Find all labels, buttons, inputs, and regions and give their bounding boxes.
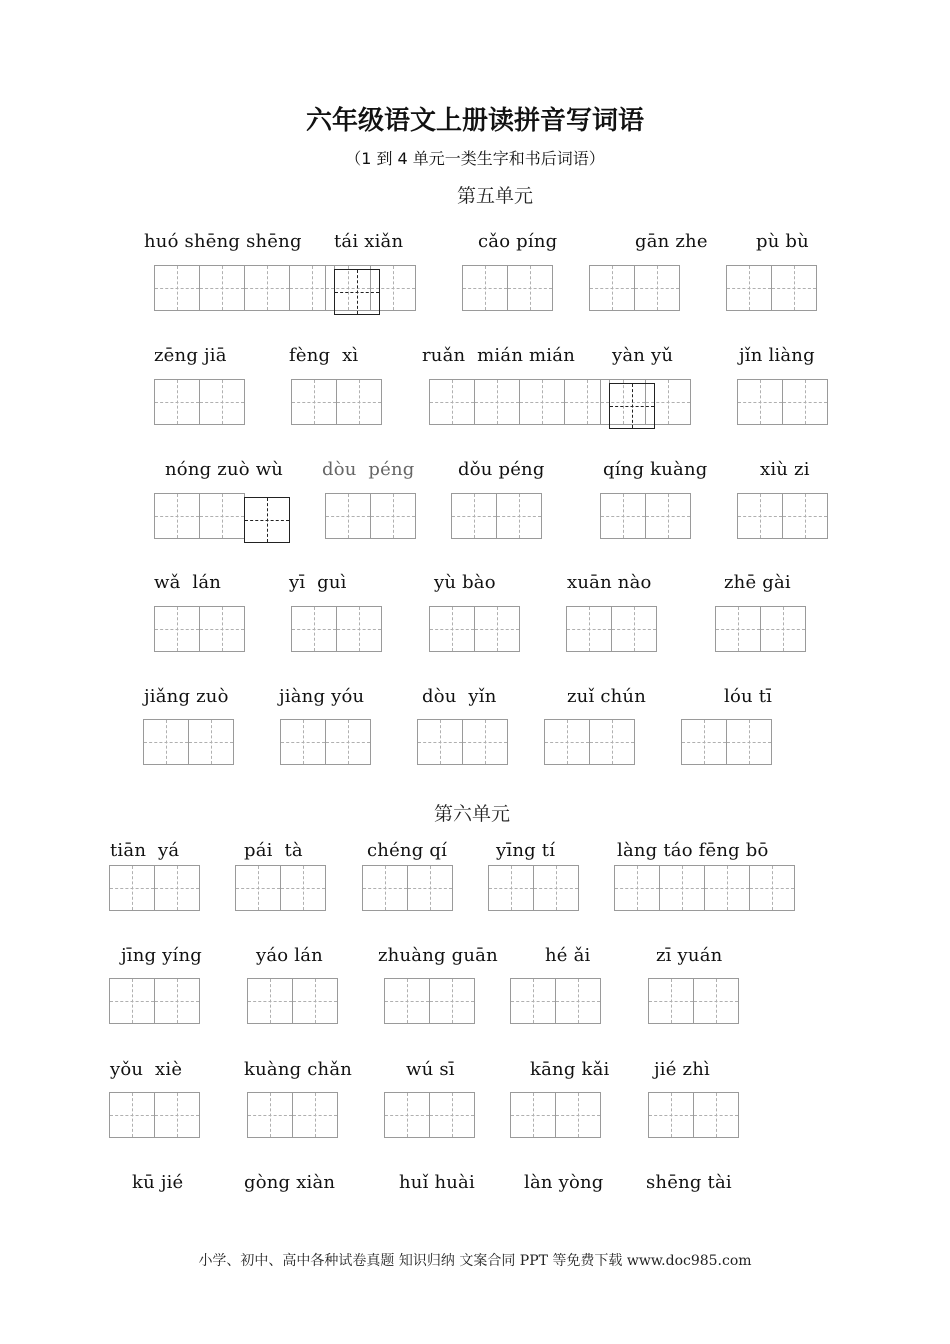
tianzige-cell[interactable] bbox=[589, 265, 635, 311]
writing-grid[interactable] bbox=[488, 865, 578, 911]
writing-grid[interactable] bbox=[325, 493, 415, 539]
tianzige-cell[interactable] bbox=[235, 865, 281, 911]
writing-grid[interactable] bbox=[429, 379, 654, 425]
writing-grid[interactable] bbox=[648, 1092, 738, 1138]
writing-grid[interactable] bbox=[154, 265, 379, 311]
tianzige-cell[interactable] bbox=[600, 493, 646, 539]
writing-grid[interactable] bbox=[109, 1092, 199, 1138]
writing-grid[interactable] bbox=[510, 1092, 600, 1138]
writing-grid[interactable] bbox=[143, 719, 233, 765]
tianzige-cell[interactable] bbox=[648, 1092, 694, 1138]
writing-grid[interactable] bbox=[384, 1092, 474, 1138]
tianzige-cell[interactable] bbox=[384, 978, 430, 1024]
tianzige-cell[interactable] bbox=[474, 606, 520, 652]
tianzige-cell[interactable] bbox=[681, 719, 727, 765]
tianzige-cell[interactable] bbox=[199, 606, 245, 652]
writing-grid[interactable] bbox=[429, 606, 519, 652]
pinyin-prompt: yǒu xiè bbox=[110, 1059, 183, 1080]
tianzige-cell[interactable] bbox=[510, 1092, 556, 1138]
tianzige-cell[interactable] bbox=[154, 865, 200, 911]
pinyin-prompt: wú sī bbox=[406, 1059, 455, 1080]
section-heading-unit6: 第六单元 bbox=[434, 803, 511, 825]
writing-grid[interactable] bbox=[235, 865, 325, 911]
writing-grid[interactable] bbox=[109, 865, 199, 911]
pinyin-prompt: kāng kǎi bbox=[530, 1059, 610, 1080]
writing-grid[interactable] bbox=[544, 719, 634, 765]
tianzige-cell[interactable] bbox=[634, 265, 680, 311]
writing-grid[interactable] bbox=[154, 606, 244, 652]
tianzige-cell[interactable] bbox=[199, 379, 245, 425]
tianzige-cell[interactable] bbox=[334, 269, 380, 315]
pinyin-prompt: yù bào bbox=[434, 572, 496, 593]
writing-grid[interactable] bbox=[291, 606, 381, 652]
tianzige-cell[interactable] bbox=[609, 383, 655, 429]
tianzige-cell[interactable] bbox=[519, 379, 565, 425]
tianzige-cell[interactable] bbox=[429, 606, 475, 652]
tianzige-cell[interactable] bbox=[726, 265, 772, 311]
page-title: 六年级语文上册读拼音写词语 bbox=[305, 106, 644, 136]
writing-grid[interactable] bbox=[566, 606, 656, 652]
pinyin-prompt: hé ǎi bbox=[545, 945, 591, 966]
writing-grid[interactable] bbox=[451, 493, 541, 539]
tianzige-cell[interactable] bbox=[533, 865, 579, 911]
writing-grid[interactable] bbox=[715, 606, 805, 652]
writing-grid[interactable] bbox=[362, 865, 452, 911]
tianzige-cell[interactable] bbox=[782, 493, 828, 539]
page-subtitle: （1 到 4 单元一类生字和书后词语） bbox=[345, 149, 605, 168]
pinyin-prompt: nóng zuò wù bbox=[165, 459, 284, 480]
tianzige-cell[interactable] bbox=[154, 1092, 200, 1138]
writing-grid[interactable] bbox=[247, 1092, 337, 1138]
pinyin-prompt: ruǎn mián mián bbox=[422, 345, 575, 366]
writing-grid[interactable] bbox=[737, 379, 827, 425]
tianzige-cell[interactable] bbox=[154, 379, 200, 425]
tianzige-cell[interactable] bbox=[693, 1092, 739, 1138]
pinyin-prompt: zhuàng guān bbox=[378, 945, 498, 966]
pinyin-prompt: zī yuán bbox=[656, 945, 723, 966]
tianzige-cell[interactable] bbox=[325, 493, 371, 539]
writing-grid[interactable] bbox=[280, 719, 370, 765]
pinyin-prompt: xuān nào bbox=[567, 572, 652, 593]
tianzige-cell[interactable] bbox=[614, 865, 660, 911]
tianzige-cell[interactable] bbox=[488, 865, 534, 911]
pinyin-prompt: zhē gài bbox=[724, 572, 791, 593]
pinyin-prompt: yī guì bbox=[289, 572, 347, 593]
tianzige-cell[interactable] bbox=[589, 719, 635, 765]
tianzige-cell[interactable] bbox=[247, 1092, 293, 1138]
pinyin-prompt: chéng qí bbox=[367, 840, 448, 861]
pinyin-prompt: shēng tài bbox=[646, 1172, 732, 1193]
writing-grid[interactable] bbox=[384, 978, 474, 1024]
tianzige-cell[interactable] bbox=[648, 978, 694, 1024]
tianzige-cell[interactable] bbox=[782, 379, 828, 425]
writing-grid[interactable] bbox=[154, 379, 244, 425]
pinyin-prompt: jiàng yóu bbox=[279, 686, 365, 707]
tianzige-cell[interactable] bbox=[109, 978, 155, 1024]
tianzige-cell[interactable] bbox=[749, 865, 795, 911]
tianzige-cell[interactable] bbox=[760, 606, 806, 652]
tianzige-cell[interactable] bbox=[244, 265, 290, 311]
writing-grid[interactable] bbox=[462, 265, 552, 311]
pinyin-prompt: tái xiǎn bbox=[334, 231, 404, 252]
pinyin-prompt: zuǐ chún bbox=[567, 686, 647, 707]
pinyin-prompt: huó shēng shēng bbox=[144, 231, 302, 252]
pinyin-prompt: yīng tí bbox=[496, 840, 556, 861]
tianzige-cell[interactable] bbox=[429, 1092, 475, 1138]
tianzige-cell[interactable] bbox=[704, 865, 750, 911]
tianzige-cell[interactable] bbox=[280, 719, 326, 765]
tianzige-cell[interactable] bbox=[280, 865, 326, 911]
tianzige-cell[interactable] bbox=[154, 265, 200, 311]
writing-grid[interactable] bbox=[600, 493, 690, 539]
pinyin-prompt: pù bù bbox=[756, 231, 809, 252]
writing-grid[interactable] bbox=[614, 865, 794, 911]
tianzige-cell[interactable] bbox=[507, 265, 553, 311]
tianzige-cell[interactable] bbox=[362, 865, 408, 911]
tianzige-cell[interactable] bbox=[407, 865, 453, 911]
tianzige-cell[interactable] bbox=[737, 493, 783, 539]
tianzige-cell[interactable] bbox=[771, 265, 817, 311]
pinyin-prompt: làn yòng bbox=[524, 1172, 604, 1193]
writing-grid[interactable] bbox=[737, 493, 827, 539]
tianzige-cell[interactable] bbox=[154, 606, 200, 652]
tianzige-cell[interactable] bbox=[474, 379, 520, 425]
writing-grid[interactable] bbox=[648, 978, 738, 1024]
pinyin-prompt: jīng yíng bbox=[121, 945, 203, 966]
writing-grid[interactable] bbox=[510, 978, 600, 1024]
tianzige-cell[interactable] bbox=[496, 493, 542, 539]
tianzige-cell[interactable] bbox=[154, 978, 200, 1024]
tianzige-cell[interactable] bbox=[384, 1092, 430, 1138]
pinyin-prompt: qíng kuàng bbox=[603, 459, 708, 480]
pinyin-prompt: kuàng chǎn bbox=[244, 1059, 353, 1080]
section-heading-unit5: 第五单元 bbox=[457, 185, 534, 207]
tianzige-cell[interactable] bbox=[715, 606, 761, 652]
writing-grid[interactable] bbox=[417, 719, 507, 765]
pinyin-prompt: tiān yá bbox=[110, 840, 180, 861]
pinyin-prompt: jiǎng zuò bbox=[144, 686, 229, 707]
tianzige-cell[interactable] bbox=[336, 379, 382, 425]
writing-grid[interactable] bbox=[291, 379, 381, 425]
tianzige-cell[interactable] bbox=[510, 978, 556, 1024]
tianzige-cell[interactable] bbox=[325, 719, 371, 765]
tianzige-cell[interactable] bbox=[291, 606, 337, 652]
tianzige-cell[interactable] bbox=[566, 606, 612, 652]
pinyin-prompt: pái tà bbox=[244, 840, 303, 861]
tianzige-cell[interactable] bbox=[462, 719, 508, 765]
tianzige-cell[interactable] bbox=[109, 1092, 155, 1138]
pinyin-prompt: dòu péng bbox=[322, 459, 415, 480]
writing-grid[interactable] bbox=[109, 978, 199, 1024]
tianzige-cell[interactable] bbox=[292, 978, 338, 1024]
tianzige-cell[interactable] bbox=[154, 493, 200, 539]
tianzige-cell[interactable] bbox=[143, 719, 189, 765]
writing-grid[interactable] bbox=[681, 719, 771, 765]
tianzige-cell[interactable] bbox=[188, 719, 234, 765]
pinyin-prompt: fèng xì bbox=[289, 345, 359, 366]
footer-download-note: 小学、初中、高中各种试卷真题 知识归纳 文案合同 PPT 等免费下载 www.doc985.com bbox=[198, 1253, 752, 1269]
pinyin-prompt: yáo lán bbox=[256, 945, 323, 966]
tianzige-cell[interactable] bbox=[199, 265, 245, 311]
tianzige-cell[interactable] bbox=[109, 865, 155, 911]
tianzige-cell[interactable] bbox=[645, 493, 691, 539]
pinyin-prompt: kū jié bbox=[132, 1172, 184, 1193]
tianzige-cell[interactable] bbox=[370, 493, 416, 539]
tianzige-cell[interactable] bbox=[611, 606, 657, 652]
tianzige-cell[interactable] bbox=[429, 978, 475, 1024]
pinyin-prompt: cǎo píng bbox=[478, 231, 558, 252]
pinyin-prompt: yàn yǔ bbox=[612, 345, 674, 366]
pinyin-prompt: dǒu péng bbox=[458, 459, 545, 480]
tianzige-cell[interactable] bbox=[693, 978, 739, 1024]
pinyin-prompt: dòu yǐn bbox=[422, 686, 497, 707]
tianzige-cell[interactable] bbox=[451, 493, 497, 539]
tianzige-cell[interactable] bbox=[336, 606, 382, 652]
tianzige-cell[interactable] bbox=[462, 265, 508, 311]
tianzige-cell[interactable] bbox=[417, 719, 463, 765]
pinyin-prompt: lóu tī bbox=[724, 686, 773, 707]
tianzige-cell[interactable] bbox=[292, 1092, 338, 1138]
tianzige-cell[interactable] bbox=[555, 1092, 601, 1138]
tianzige-cell[interactable] bbox=[555, 978, 601, 1024]
tianzige-cell[interactable] bbox=[247, 978, 293, 1024]
pinyin-prompt: huǐ huài bbox=[399, 1172, 475, 1193]
tianzige-cell[interactable] bbox=[291, 379, 337, 425]
pinyin-prompt: gòng xiàn bbox=[244, 1172, 336, 1193]
pinyin-prompt: làng táo fēng bō bbox=[617, 840, 769, 861]
tianzige-cell[interactable] bbox=[429, 379, 475, 425]
pinyin-prompt: wǎ lán bbox=[154, 572, 222, 593]
writing-grid[interactable] bbox=[589, 265, 679, 311]
pinyin-prompt: jié zhì bbox=[654, 1059, 710, 1080]
tianzige-cell[interactable] bbox=[726, 719, 772, 765]
writing-grid[interactable] bbox=[247, 978, 337, 1024]
writing-grid[interactable] bbox=[154, 493, 289, 539]
pinyin-prompt: xiù zi bbox=[760, 459, 810, 480]
tianzige-cell[interactable] bbox=[737, 379, 783, 425]
tianzige-cell[interactable] bbox=[659, 865, 705, 911]
pinyin-prompt: zēng jiā bbox=[154, 345, 227, 366]
pinyin-prompt: gān zhe bbox=[635, 231, 708, 252]
tianzige-cell[interactable] bbox=[244, 497, 290, 543]
pinyin-prompt: jǐn liàng bbox=[739, 345, 815, 366]
tianzige-cell[interactable] bbox=[544, 719, 590, 765]
tianzige-cell[interactable] bbox=[199, 493, 245, 539]
writing-grid[interactable] bbox=[726, 265, 816, 311]
